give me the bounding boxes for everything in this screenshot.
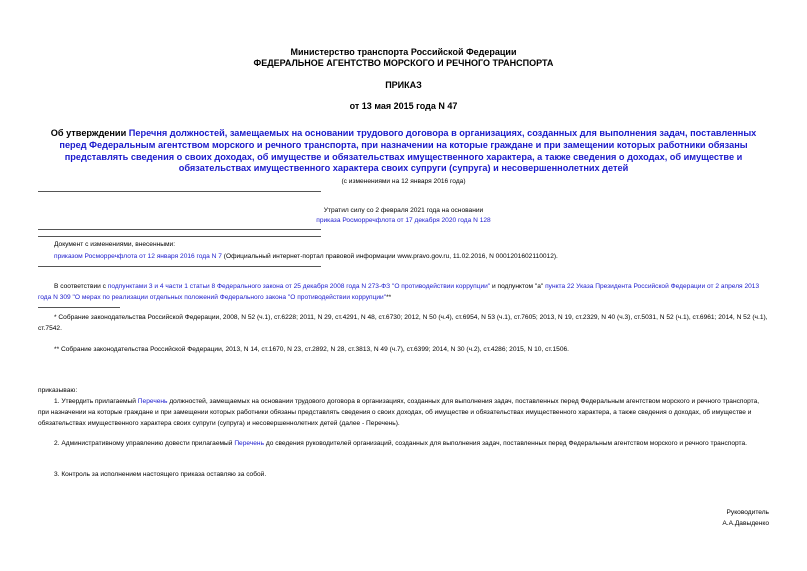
amended-info [54,252,774,263]
paragraph-text: 2. Административному управлению довести прилагаемый [54,440,235,447]
lost-force-text: Утратил силу со 2 февраля 2021 года на основании [323,207,484,214]
paragraph-text: до сведения руководителей организаций, созданных для выполнения задач, поставленных перед Федеральным агентством морского и речного транспорта. [264,440,747,447]
title-prefix: Об утверждении [50,128,129,138]
preamble-law-link[interactable]: подпунктами 3 и 4 части 1 статьи 8 Федерального закона от 25 декабря 2008 года N 273-ФЗ "О противодействии коррупции" [107,283,491,290]
footnote-2: ** Собрание законодательства Российской Федерации, 2013, N 14, ст.1670, N 23, ст.2892, N 28, ст.3813, N 49 (ч.7), ст.6399; 2014, N 30 (ч.2), ст.4286; 2015, N 10, ст.1506. [54,346,569,353]
signer-name: А.А.Давыденко [722,520,769,527]
document-date-number: от 13 мая 2015 года N 47 [349,101,458,111]
agency-name: ФЕДЕРАЛЬНОЕ АГЕНТСТВО МОРСКОГО И РЕЧНОГО ТРАНСПОРТА [253,58,554,68]
preamble-text: и подпунктом "а" [490,283,546,290]
preamble-text: ** [386,294,392,301]
preamble-decree-link[interactable]: пункта 22 Указа Президента Российской Федерации от 2 апреля 2013 года N 309 "О мерах по реализации отдельных положений Федерального закона "О противодействии коррупции" [38,283,760,301]
order-word: приказываю: [38,387,78,394]
divider [38,266,321,267]
amended-rest: (Официальный интернет-портал правовой информации www.pravo.gov.ru, 11.02.2016, N 0001201602110012). [221,253,558,260]
footnote-1: * Собрание законодательства Российской Федерации, 2008, N 52 (ч.1), ст.6228; 2011, N 29, ст.4291, N 48, ст.6730; 2012, N 50 (ч.4), ст.6954, N 53 (ч.1), ст.7605; 2013, N 19, ст.2329, N 40 (ч.3), ст.5031, N 52 (ч.1), ст.6961; 2014, N 52 (ч.1), ст.7542. [38,314,768,332]
paragraph-text: должностей, замещаемых на основании трудового договора в организациях, созданных для выполнения задач, поставленных перед Федеральным агентством морского и речного транспорта, при назначении на которые граждане и при замещении которых работники обязаны представлять сведения о своих доходах, об имуществе и обязательствах имущественного характера, а также сведения о доходах, об имуществе и обязательствах имущественного характера своих супруги (супруга) и несовершеннолетних детей (далее - Перечень). [38,398,760,427]
order-paragraph-3: 3. Контроль за исполнением настоящего приказа оставляю за собой. [54,471,267,478]
order-paragraph-2 [38,438,771,449]
preamble [38,281,771,303]
divider [38,191,321,192]
ministry-name: Министерство транспорта Российской Федерации [290,47,517,57]
divider [38,236,321,237]
document-title [40,128,767,175]
divider [38,229,321,230]
list-link[interactable]: Перечень [234,440,265,447]
signer-position: Руководитель [726,509,769,516]
title-link[interactable]: Перечня должностей, замещаемых на основании трудового договора в организациях, созданных для выполнения задач, поставленных перед Федеральным агентством морского и речного транспорта, при назначении на которые граждане и при замещении которых работники обязаны представлять сведения о своих доходах, об имуществе и обязательствах имущественного характера, а также сведения о доходах, об имуществе и обязательствах имущественного характера своих супруги (супруга) и несовершеннолетних детей [59,128,757,174]
amended-label: Документ с изменениями, внесенными: [54,241,176,248]
amended-link[interactable]: приказом Росморречфлота от 12 января 2016 года N 7 [54,253,222,260]
changes-note: (с изменениями на 12 января 2016 года) [341,178,466,185]
list-link[interactable]: Перечень [137,398,168,405]
lost-force-link[interactable]: приказа Росморречфлота от 17 декабря 2020 года N 128 [316,217,491,224]
footnote-divider [38,307,120,308]
paragraph-text: 1. Утвердить прилагаемый [54,398,138,405]
document-type: ПРИКАЗ [385,80,422,90]
order-paragraph-1 [38,396,771,429]
preamble-text: В соответствии с [54,283,108,290]
